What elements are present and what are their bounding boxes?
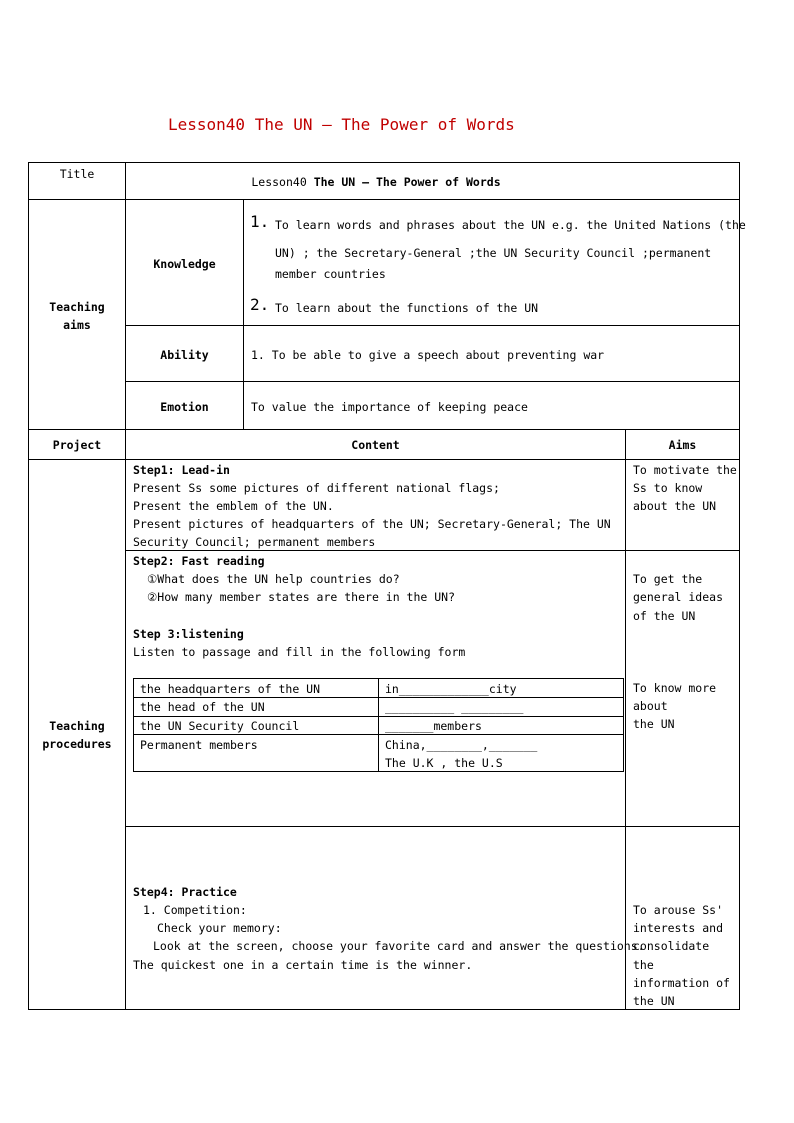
- form-line: [378, 678, 379, 772]
- table-border-right: [739, 162, 740, 1010]
- step4-aim: To arouse Ss': [633, 903, 724, 917]
- step3-aim: the UN: [633, 717, 675, 731]
- emotion-text: To value the importance of keeping peace: [251, 400, 528, 414]
- table-border-top: [28, 162, 740, 163]
- step4-line: Check your memory:: [157, 921, 282, 935]
- title-label: Title: [59, 167, 95, 181]
- step3-heading: Step 3:listening: [133, 627, 244, 641]
- ability-text: 1. To be able to give a speech about preventing war: [251, 348, 605, 362]
- ability-label: Ability: [160, 348, 209, 362]
- knowledge-item1-line2: UN) ; the Secretary-General ;the UN Security Council ;permanent: [275, 246, 712, 260]
- knowledge-label: Knowledge: [153, 257, 216, 271]
- step1-line: Present the emblem of the UN.: [133, 499, 334, 513]
- step4-heading: Step4: Practice: [133, 885, 237, 899]
- aims-header: Aims: [668, 438, 697, 452]
- step1-aim: To motivate the: [633, 463, 737, 477]
- row-divider: [125, 381, 740, 382]
- step4-aim: consolidate: [633, 939, 710, 953]
- step1-aim: Ss to know: [633, 481, 703, 495]
- row-divider: [125, 826, 740, 827]
- form-cell-right: __________ _________: [385, 700, 524, 714]
- knowledge-item1-line1: To learn words and phrases about the UN e.g. the United Nations (the: [275, 218, 746, 232]
- step4-aim: information of: [633, 976, 730, 990]
- lesson-title-cell: [126, 173, 626, 191]
- form-cell-left: the UN Security Council: [140, 719, 300, 733]
- step3-aim: To know more: [633, 681, 717, 695]
- emotion-label: Emotion: [160, 400, 209, 414]
- step4-aim: the: [633, 958, 654, 972]
- column-divider: [243, 199, 244, 430]
- step2-question: ②How many member states are there in the UN?: [147, 590, 456, 604]
- step4-aim: interests and: [633, 921, 724, 935]
- step3-instruction: Listen to passage and fill in the following form: [133, 645, 466, 659]
- lesson-number: Lesson40: [251, 175, 307, 189]
- column-divider: [625, 429, 626, 1010]
- step3-aim: about: [633, 699, 668, 713]
- step4-line: Look at the screen, choose your favorite card and answer the questions.: [153, 939, 645, 953]
- knowledge-item2-text: To learn about the functions of the UN: [275, 301, 539, 315]
- form-line: [623, 678, 624, 772]
- form-cell-left: the headquarters of the UN: [140, 682, 321, 696]
- form-cell-left: Permanent members: [140, 738, 258, 752]
- row-divider: [28, 199, 740, 200]
- form-cell-right: The U.K , the U.S: [385, 756, 503, 770]
- knowledge-item1-number: 1.: [250, 212, 270, 231]
- form-cell-left: the head of the UN: [140, 700, 265, 714]
- form-cell-right: in_____________city: [385, 682, 517, 696]
- step1-aim: about the UN: [633, 499, 717, 513]
- content-header: Content: [351, 438, 400, 452]
- step4-line: 1. Competition:: [143, 903, 247, 917]
- knowledge-item1-line3: member countries: [275, 267, 386, 281]
- step1-line: Present pictures of headquarters of the UN; Secretary-General; The UN: [133, 517, 611, 531]
- lesson-name: The UN — The Power of Words: [313, 175, 501, 189]
- document-title: Lesson40 The UN — The Power of Words: [168, 115, 515, 134]
- row-divider: [28, 459, 740, 460]
- row-divider: [28, 429, 740, 430]
- step1-line: Security Council; permanent members: [133, 535, 376, 549]
- step1-heading: Step1: Lead-in: [133, 463, 230, 477]
- step2-heading: Step2: Fast reading: [133, 554, 265, 568]
- column-divider: [125, 162, 126, 1010]
- step4-aim: the UN: [633, 994, 675, 1008]
- knowledge-item2-number: 2.: [250, 295, 270, 314]
- step2-aim: of the UN: [633, 609, 696, 623]
- step2-aim: To get the: [633, 572, 703, 586]
- step2-question: ①What does the UN help countries do?: [147, 572, 400, 586]
- table-border-left: [28, 162, 29, 1010]
- form-line: [133, 678, 134, 772]
- teaching-aims-label: Teaching aims: [49, 300, 105, 332]
- form-cell-right: China,________,_______: [385, 738, 538, 752]
- step1-line: Present Ss some pictures of different national flags;: [133, 481, 500, 495]
- row-divider: [125, 325, 740, 326]
- step2-aim: general ideas: [633, 590, 724, 604]
- project-header: Project: [52, 438, 102, 452]
- teaching-procedures-label: Teaching procedures: [42, 719, 112, 751]
- form-cell-right: _______members: [385, 719, 482, 733]
- step4-line: The quickest one in a certain time is the winner.: [133, 958, 473, 972]
